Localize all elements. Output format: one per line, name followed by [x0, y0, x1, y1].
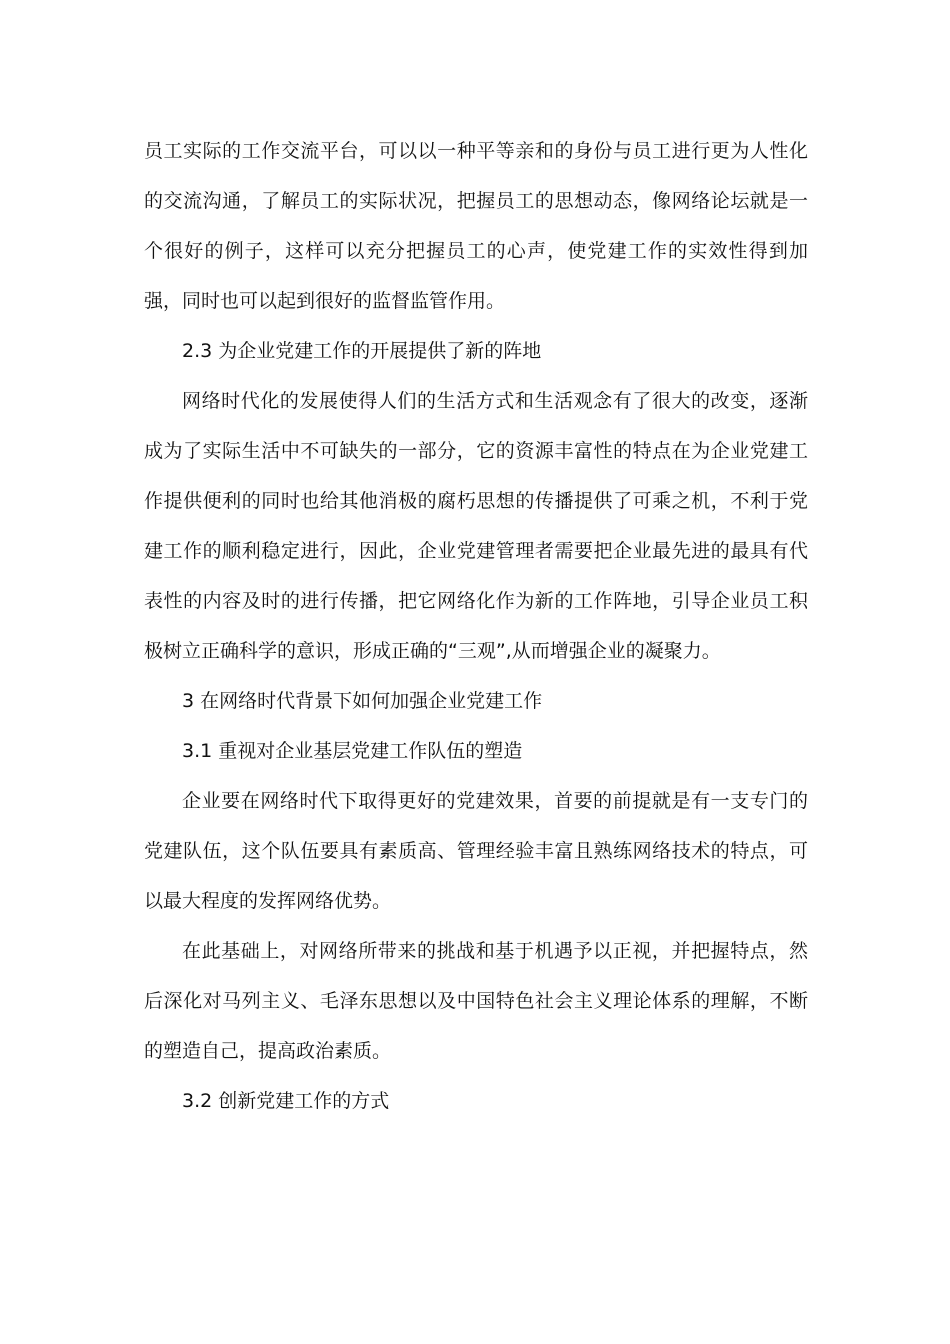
paragraph-continuation: 员工实际的工作交流平台，可以以一种平等亲和的身份与员工进行更为人性化的交流沟通，了解员工的实际状况，把握员工的思想动态，像网络论坛就是一个很好的例子，这样可以充分把握员工的心声，使党建工作的实效性得到加强，同时也可以起到很好的监督监管作用。 — [144, 140, 808, 312]
section-heading-3-1: 3.1 重视对企业基层党建工作队伍的塑造 — [182, 740, 523, 762]
document-body — [144, 126, 808, 1126]
paragraph-party-team: 企业要在网络时代下取得更好的党建效果，首要的前提就是有一支专门的党建队伍，这个队伍要具有素质高、管理经验丰富且熟练网络技术的特点，可以最大程度的发挥网络优势。 — [144, 790, 808, 912]
paragraph-network-era: 网络时代化的发展使得人们的生活方式和生活观念有了很大的改变，逐渐成为了实际生活中不可缺失的一部分，它的资源丰富性的特点在为企业党建工作提供便利的同时也给其他消极的腐朽思想的传播提供了可乘之机，不利于党建工作的顺利稳定进行，因此，企业党建管理者需要把企业最先进的最具有代表性的内容及时的进行传播，把它网络化作为新的工作阵地，引导企业员工积极树立正确科学的意识，形成正确的“三观”,从而增强企业的凝聚力。 — [144, 390, 808, 662]
section-heading-2-3: 2.3 为企业党建工作的开展提供了新的阵地 — [182, 340, 542, 362]
paragraph-on-this-basis: 在此基础上，对网络所带来的挑战和基于机遇予以正视，并把握特点，然后深化对马列主义、毛泽东思想以及中国特色社会主义理论体系的理解，不断的塑造自己，提高政治素质。 — [144, 940, 808, 1062]
section-heading-3: 3 在网络时代背景下如何加强企业党建工作 — [182, 690, 543, 712]
section-heading-3-2: 3.2 创新党建工作的方式 — [182, 1090, 390, 1112]
